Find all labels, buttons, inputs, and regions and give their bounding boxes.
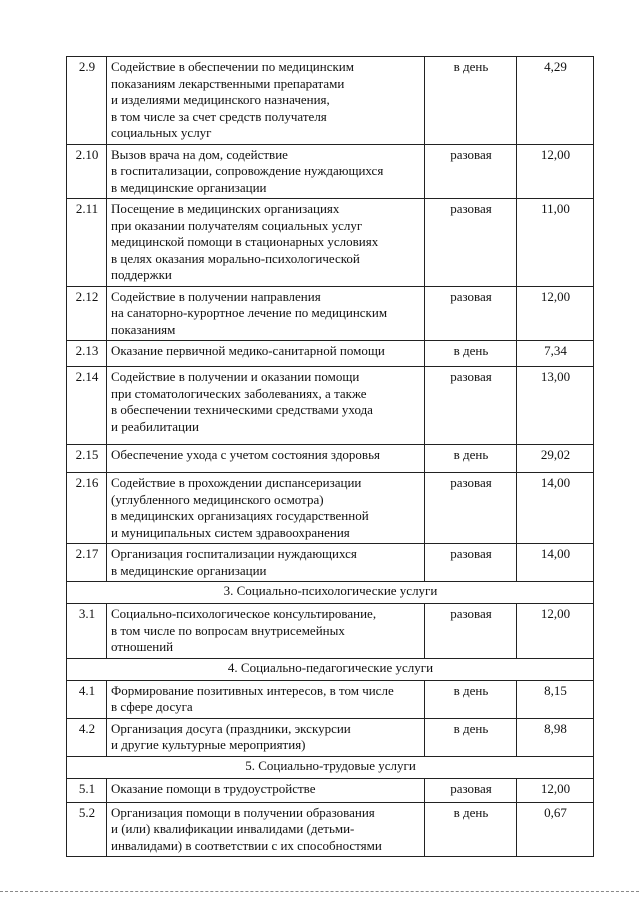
service-unit: разовая	[425, 286, 517, 341]
service-price: 4,29	[517, 57, 594, 145]
service-price: 7,34	[517, 341, 594, 367]
service-description: Содействие в прохождении диспансеризации (углубленного медицинского осмотра) в медицинских организациях государственной и муниципальных систем здравоохранения	[107, 473, 425, 544]
service-description: Вызов врача на дом, содействие в госпитализации, сопровождение нуждающихся в медицинские организации	[107, 144, 425, 199]
service-number: 2.10	[67, 144, 107, 199]
service-unit: разовая	[425, 199, 517, 287]
service-row	[67, 367, 594, 445]
service-unit: в день	[425, 57, 517, 145]
service-price: 0,67	[517, 802, 594, 857]
service-description: Посещение в медицинских организациях при оказании получателям социальных услуг медицинской помощи в стационарных условиях в целях оказания морально-психологической поддержки	[107, 199, 425, 287]
service-description: Организация госпитализации нуждающихся в медицинские организации	[107, 544, 425, 582]
service-price: 12,00	[517, 778, 594, 802]
service-row	[67, 473, 594, 544]
service-row	[67, 286, 594, 341]
section-title: 5. Социально-трудовые услуги	[67, 756, 594, 778]
page-bottom-rule	[0, 891, 639, 892]
section-header-row	[67, 582, 594, 604]
service-number: 4.2	[67, 718, 107, 756]
service-price: 14,00	[517, 473, 594, 544]
section-header-row	[67, 658, 594, 680]
service-price: 12,00	[517, 144, 594, 199]
service-unit: в день	[425, 802, 517, 857]
service-row	[67, 544, 594, 582]
service-unit: разовая	[425, 473, 517, 544]
service-unit: разовая	[425, 604, 517, 659]
section-header-row	[67, 756, 594, 778]
service-row	[67, 718, 594, 756]
service-number: 2.13	[67, 341, 107, 367]
service-price: 13,00	[517, 367, 594, 445]
service-row	[67, 199, 594, 287]
service-row	[67, 604, 594, 659]
service-description: Содействие в обеспечении по медицинским показаниям лекарственными препаратами и изделиями медицинского назначения, в том числе за счет средств получателя социальных услуг	[107, 57, 425, 145]
service-row	[67, 802, 594, 857]
service-description: Содействие в получении направления на санаторно-курортное лечение по медицинским показаниям	[107, 286, 425, 341]
service-description: Оказание помощи в трудоустройстве	[107, 778, 425, 802]
service-description: Социально-психологическое консультирование, в том числе по вопросам внутрисемейных отношений	[107, 604, 425, 659]
service-unit: в день	[425, 680, 517, 718]
service-price: 11,00	[517, 199, 594, 287]
service-price: 8,15	[517, 680, 594, 718]
service-number: 2.16	[67, 473, 107, 544]
service-row	[67, 680, 594, 718]
service-row	[67, 144, 594, 199]
service-price: 14,00	[517, 544, 594, 582]
section-title: 3. Социально-психологические услуги	[67, 582, 594, 604]
section-title: 4. Социально-педагогические услуги	[67, 658, 594, 680]
service-unit: в день	[425, 341, 517, 367]
service-number: 5.1	[67, 778, 107, 802]
service-price: 8,98	[517, 718, 594, 756]
service-description: Организация досуга (праздники, экскурсии и другие культурные мероприятия)	[107, 718, 425, 756]
service-price: 12,00	[517, 286, 594, 341]
service-description: Организация помощи в получении образования и (или) квалификации инвалидами (детьми- инвалидами) в соответствии с их способностями	[107, 802, 425, 857]
service-price: 12,00	[517, 604, 594, 659]
service-unit: разовая	[425, 778, 517, 802]
service-unit: в день	[425, 445, 517, 473]
services-price-table	[66, 56, 594, 857]
service-number: 2.11	[67, 199, 107, 287]
service-row	[67, 341, 594, 367]
service-number: 2.14	[67, 367, 107, 445]
service-row	[67, 57, 594, 145]
service-number: 2.12	[67, 286, 107, 341]
service-price: 29,02	[517, 445, 594, 473]
service-description: Оказание первичной медико-санитарной помощи	[107, 341, 425, 367]
service-number: 4.1	[67, 680, 107, 718]
service-unit: в день	[425, 718, 517, 756]
service-unit: разовая	[425, 544, 517, 582]
service-description: Обеспечение ухода с учетом состояния здоровья	[107, 445, 425, 473]
service-number: 2.9	[67, 57, 107, 145]
service-description: Содействие в получении и оказании помощи при стоматологических заболеваниях, а также в обеспечении техническими средствами ухода и реабилитации	[107, 367, 425, 445]
service-row	[67, 445, 594, 473]
service-number: 2.17	[67, 544, 107, 582]
service-number: 3.1	[67, 604, 107, 659]
service-number: 2.15	[67, 445, 107, 473]
service-description: Формирование позитивных интересов, в том числе в сфере досуга	[107, 680, 425, 718]
service-row	[67, 778, 594, 802]
services-table-body	[67, 57, 594, 857]
service-unit: разовая	[425, 367, 517, 445]
service-unit: разовая	[425, 144, 517, 199]
service-number: 5.2	[67, 802, 107, 857]
